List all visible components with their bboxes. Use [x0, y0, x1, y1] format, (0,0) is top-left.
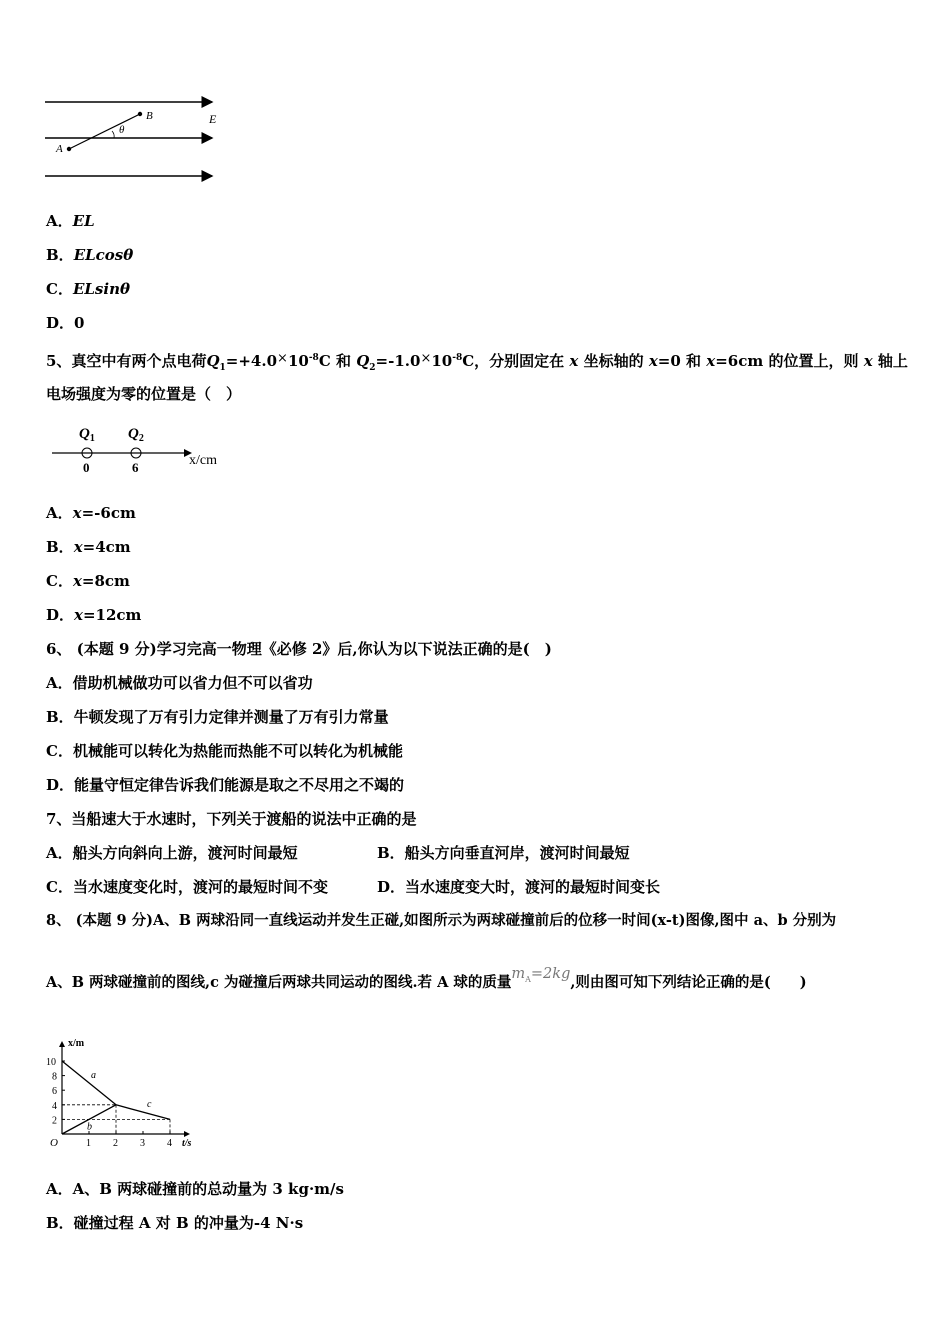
label-theta: θ — [119, 124, 125, 136]
y-tick-label: 4 — [52, 1100, 57, 1112]
q6-option-b: B．牛顿发现了万有引力定律并测量了万有引力常量 — [46, 708, 389, 726]
pos-0-label: 0 — [83, 460, 90, 475]
x-tick-label: 2 — [113, 1138, 118, 1149]
origin-label: O — [50, 1137, 58, 1149]
label-b: B — [146, 110, 153, 122]
x-tick-label: 4 — [167, 1138, 172, 1149]
pos-6-label: 6 — [132, 460, 139, 475]
label-a: A — [56, 143, 63, 155]
series-c-line — [116, 1105, 170, 1120]
y-tick-label: 10 — [46, 1057, 56, 1068]
y-axis-label: x/m — [68, 1038, 85, 1049]
q2-label: $Q_2$ — [128, 426, 144, 444]
field-lines-figure — [40, 92, 230, 187]
q7-option-d: D．当水速度变大时，渡河的最短时间变长 — [377, 878, 661, 896]
q4-option-b: B．ELcosθ — [46, 246, 134, 264]
q7-option-b: B．船头方向垂直河岸，渡河时间最短 — [377, 844, 630, 862]
q6-stem: 6、 (本题 9 分)学习完高一物理《必修 2》后,你认为以下说法正确的是( ) — [46, 640, 552, 658]
series-c-label: c — [147, 1099, 152, 1111]
q8-stem-line2: A、B 两球碰撞前的图线,c 为碰撞后两球共同运动的图线.若 A 球的质量$m_A=2kg$,则由图可知下列结论正确的是( ) — [46, 966, 807, 991]
q8-option-b: B．碰撞过程 A 对 B 的冲量为-4 N·s — [46, 1214, 304, 1232]
mass-formula: $m_A=2kg$ — [511, 966, 571, 984]
x-tick-label: 3 — [140, 1138, 145, 1149]
q4-option-a: A．EL — [46, 212, 95, 230]
q5-option-a: A．x=-6cm — [46, 504, 136, 522]
segment-ab — [69, 114, 140, 149]
charge-axis-figure — [46, 420, 236, 480]
q8-stem-line1: 8、 (本题 9 分)A、B 两球沿同一直线运动并发生正碰,如图所示为两球碰撞前后的位移一时间(x-t)图像,图中 a、b 分别为 — [46, 912, 837, 929]
y-tick-label: 6 — [52, 1086, 57, 1098]
q4-option-d: D．0 — [46, 314, 85, 332]
series-a-label: a — [91, 1069, 96, 1081]
series-b-label: b — [87, 1121, 92, 1133]
q4-option-c: C．ELsinθ — [46, 280, 130, 298]
axis-label: x/cm — [189, 453, 217, 468]
q5-option-c: C．x=8cm — [46, 572, 130, 590]
y-tick-label: 8 — [52, 1071, 57, 1083]
point-a — [67, 147, 71, 151]
q6-option-a: A．借助机械做功可以省力但不可以省功 — [46, 674, 313, 692]
q5-option-b: B．x=4cm — [46, 538, 131, 556]
q5-stem-line1: 5、真空中有两个点电荷$Q_1=+4.0\times 10^{-8}C$ 和 $Q_2=-1.0\times 10^{-8}C$，分别固定在 x 坐标轴的 x=0 和 x=6cm 的位置上，则 x 轴上 — [46, 351, 908, 373]
angle-arc — [112, 131, 114, 138]
label-e: E — [209, 112, 217, 126]
x-axis-arrow — [184, 1131, 190, 1137]
q8-option-a: A．A、B 两球碰撞前的总动量为 3 kg·m/s — [46, 1180, 344, 1198]
q6-option-c: C．机械能可以转化为热能而热能不可以转化为机械能 — [46, 742, 403, 760]
y-tick-label: 2 — [52, 1115, 57, 1127]
point-b — [138, 112, 142, 116]
x-axis-label: t/s — [182, 1138, 192, 1149]
xt-chart — [40, 1015, 210, 1155]
x-tick-label: 1 — [86, 1138, 91, 1149]
q6-option-d: D．能量守恒定律告诉我们能源是取之不尽用之不竭的 — [46, 776, 405, 794]
q7-option-c: C．当水速度变化时，渡河的最短时间不变 — [46, 878, 328, 896]
y-axis-arrow — [59, 1041, 65, 1047]
series-a-line — [62, 1061, 116, 1105]
q5-option-d: D．x=12cm — [46, 606, 142, 624]
q7-option-a: A．船头方向斜向上游，渡河时间最短 — [46, 844, 298, 862]
q7-stem: 7、当船速大于水速时，下列关于渡船的说法中正确的是 — [46, 810, 417, 828]
q1-label: $Q_1$ — [79, 426, 95, 444]
q5-stem-line2: 电场强度为零的位置是（ ） — [46, 385, 242, 403]
